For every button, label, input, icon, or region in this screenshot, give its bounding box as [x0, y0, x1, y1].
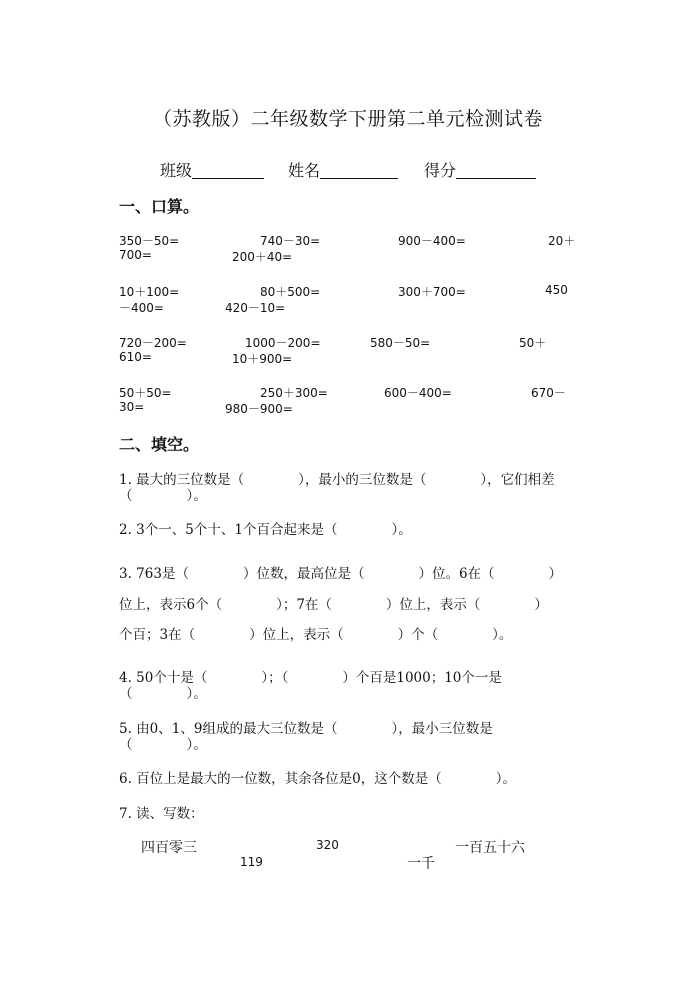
calc-item: 250＋300=	[260, 386, 328, 400]
class-blank[interactable]	[192, 162, 264, 179]
question-5-line2: （ ）。	[119, 737, 207, 753]
calc-item: 670－	[531, 386, 566, 400]
calc-item: 900－400=	[398, 234, 466, 248]
question-2: 2. 3个一、5个十、1个百合起来是（ ）。	[119, 522, 412, 538]
calc-item: 200＋40=	[232, 250, 293, 264]
calc-item: 350－50=	[119, 234, 180, 248]
calc-item: 80＋500=	[260, 285, 321, 299]
calc-item: 450	[545, 283, 568, 297]
question-1-line2: （ ）。	[119, 488, 207, 504]
calc-item: 300＋700=	[398, 285, 466, 299]
score-blank[interactable]	[456, 162, 536, 179]
calc-item: 700=	[119, 248, 152, 262]
question-5-line1: 5. 由0、1、9组成的最大三位数是（ ），最小三位数是	[119, 721, 493, 737]
calc-item: 50＋	[519, 336, 547, 350]
calc-item: 980－900=	[225, 402, 293, 416]
question-4-line2: （ ）。	[119, 686, 207, 702]
question-3-line2: 位上，表示6个（ ）；7在（ ）位上，表示（ ）	[119, 597, 548, 613]
read-item: 119	[240, 855, 263, 869]
calc-item: 50＋50=	[119, 386, 172, 400]
calc-item: 740－30=	[260, 234, 321, 248]
calc-item: 720－200=	[119, 336, 187, 350]
read-item: 320	[316, 838, 339, 852]
calc-item: 30=	[119, 400, 145, 414]
page-title: （苏教版）二年级数学下册第二单元检测试卷	[152, 108, 543, 130]
section1-heading: 一、口算。	[119, 197, 200, 216]
calc-item: －400=	[119, 301, 164, 315]
read-item: 一百五十六	[455, 840, 525, 856]
calc-item: 10＋100=	[119, 285, 180, 299]
calc-item: 580－50=	[370, 336, 431, 350]
name-label: 姓名	[288, 161, 321, 180]
question-4-line1: 4. 50个十是（ ）；（ ）个百是1000；10个一是	[119, 670, 502, 686]
read-item: 一千	[407, 856, 435, 872]
calc-item: 600－400=	[384, 386, 452, 400]
calc-item: 420－10=	[225, 301, 286, 315]
score-label: 得分	[424, 161, 457, 180]
class-label: 班级	[160, 161, 193, 180]
calc-item: 10＋900=	[232, 352, 293, 366]
calc-item: 1000－200=	[245, 336, 321, 350]
question-6: 6. 百位上是最大的一位数，其余各位是0，这个数是（ ）。	[119, 771, 517, 787]
question-7: 7. 读、写数：	[119, 806, 204, 822]
class-field	[160, 158, 264, 181]
question-3-line3: 个百；3在（ ）位上，表示（ ）个（ ）。	[119, 627, 513, 643]
calc-item: 610=	[119, 350, 152, 364]
score-field	[424, 158, 536, 181]
read-item: 四百零三	[141, 840, 197, 856]
question-1-line1: 1. 最大的三位数是（ ），最小的三位数是（ ），它们相差	[119, 472, 555, 488]
name-field	[288, 158, 398, 181]
name-blank[interactable]	[320, 162, 398, 179]
section2-heading: 二、填空。	[119, 435, 200, 454]
question-3-line1: 3. 763是（ ）位数，最高位是（ ）位。6在（ ）	[119, 566, 563, 582]
calc-item: 20＋	[548, 234, 576, 248]
